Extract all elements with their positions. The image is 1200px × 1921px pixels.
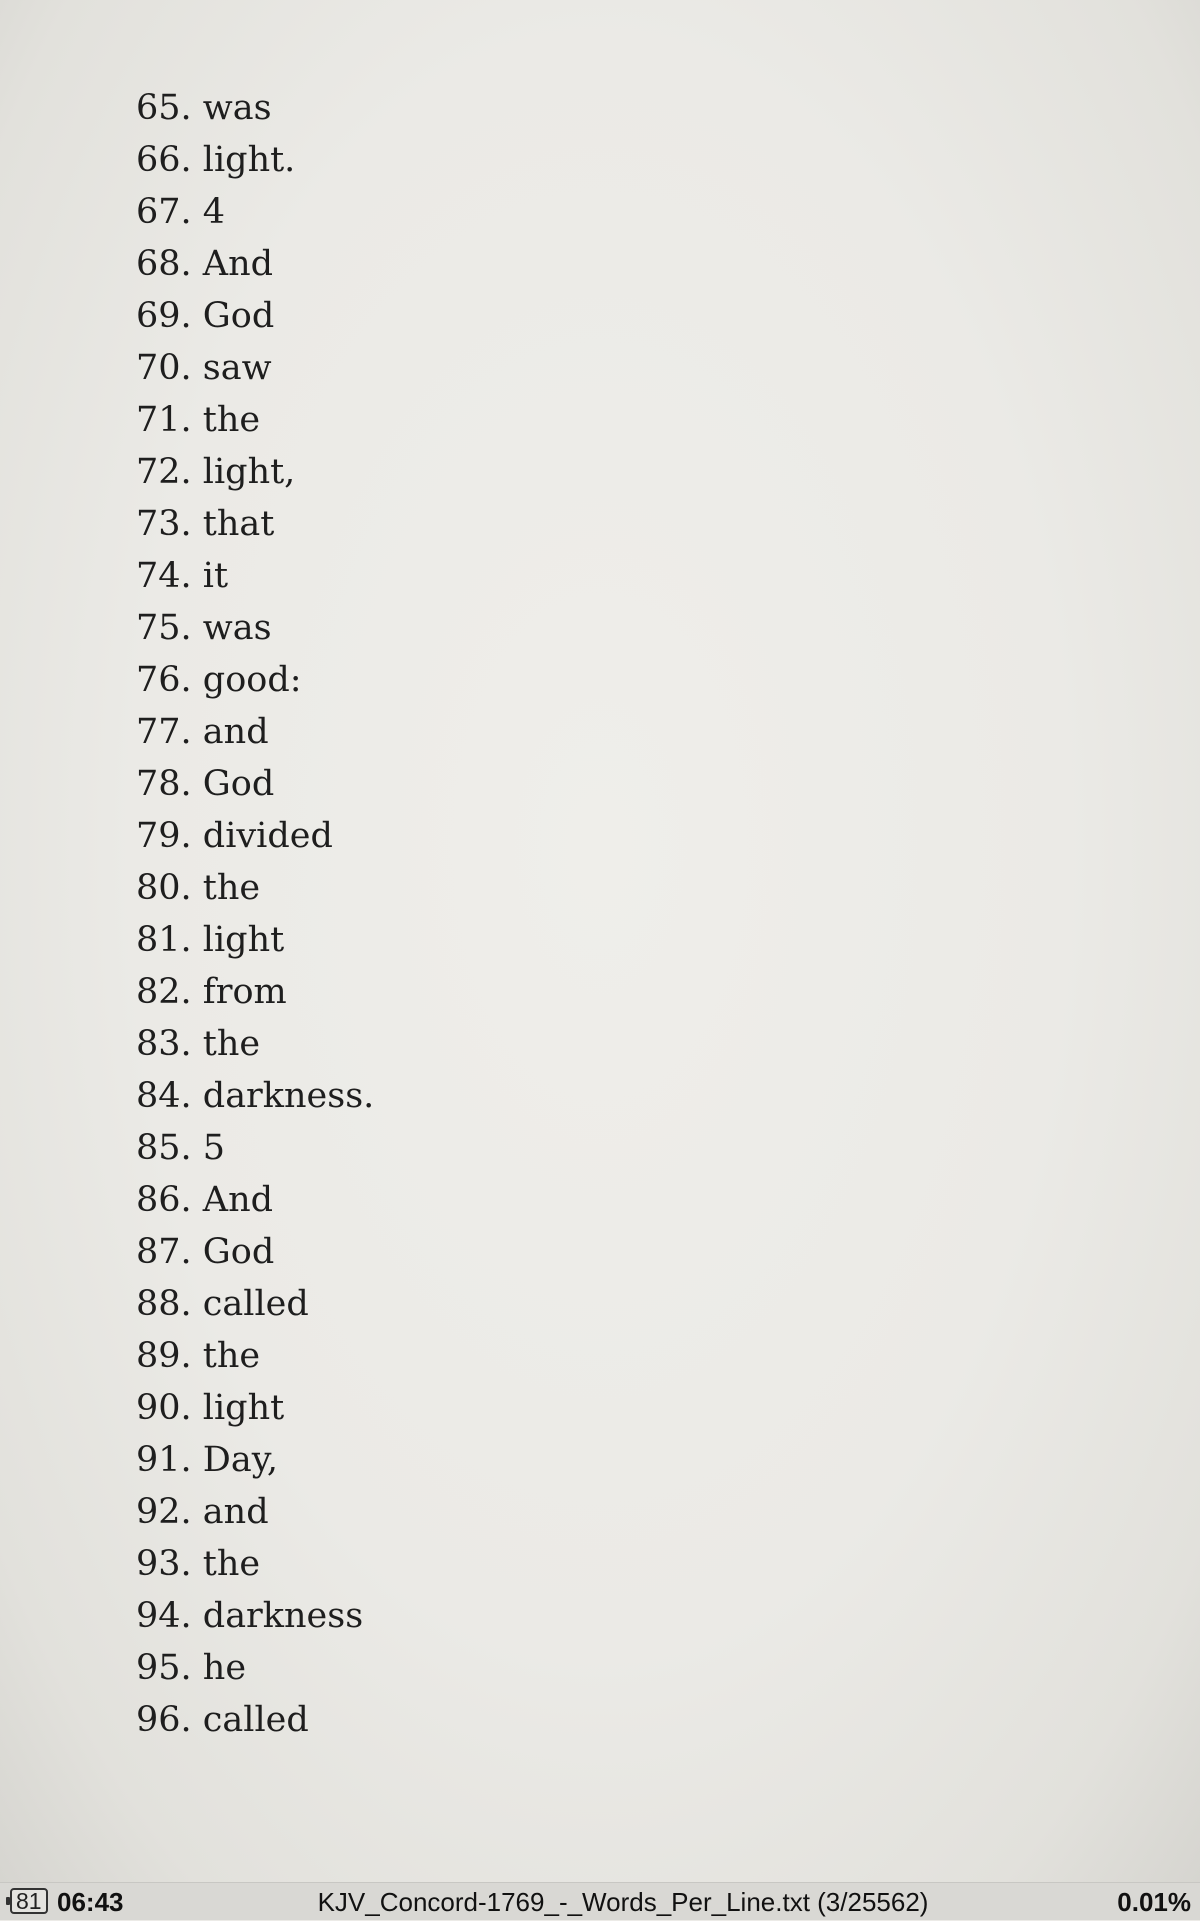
text-line: 89. the [136,1336,261,1376]
text-line: 74. it [136,556,229,596]
text-line: 73. that [136,504,275,544]
status-bar [0,1882,1200,1920]
text-line: 87. God [136,1232,275,1272]
text-line: 86. And [136,1180,274,1220]
text-content [136,82,374,1746]
text-line: 94. darkness [136,1596,364,1636]
text-line: 69. God [136,296,275,336]
text-line: 83. the [136,1024,261,1064]
text-line: 85. 5 [136,1128,226,1168]
text-line: 68. And [136,244,274,284]
reading-progress: 0.01% [1117,1887,1191,1917]
text-line: 71. the [136,400,261,440]
text-line: 65. was [136,88,272,128]
text-line: 84. darkness. [136,1076,375,1116]
text-line: 80. the [136,868,261,908]
text-line: 70. saw [136,348,272,388]
text-line: 91. Day, [136,1440,278,1480]
text-line: 79. divided [136,816,333,856]
text-line: 88. called [136,1284,309,1324]
document-title[interactable]: KJV_Concord-1769_-_Words_Per_Line.txt (3/25562) [317,1887,929,1917]
text-line: 77. and [136,712,269,752]
text-line: 66. light. [136,140,296,180]
text-line: 92. and [136,1492,269,1532]
text-line: 72. light, [136,452,296,492]
text-line: 90. light [136,1388,285,1428]
text-line: 76. good: [136,660,302,700]
battery-indicator-icon: 81 [10,1888,48,1914]
text-line: 96. called [136,1700,309,1740]
text-line: 95. he [136,1648,247,1688]
clock-time: 06:43 [57,1887,124,1917]
text-line: 75. was [136,608,272,648]
text-line: 67. 4 [136,192,226,232]
text-line: 82. from [136,972,287,1012]
text-line: 93. the [136,1544,261,1584]
text-line: 81. light [136,920,285,960]
text-line: 78. God [136,764,275,804]
